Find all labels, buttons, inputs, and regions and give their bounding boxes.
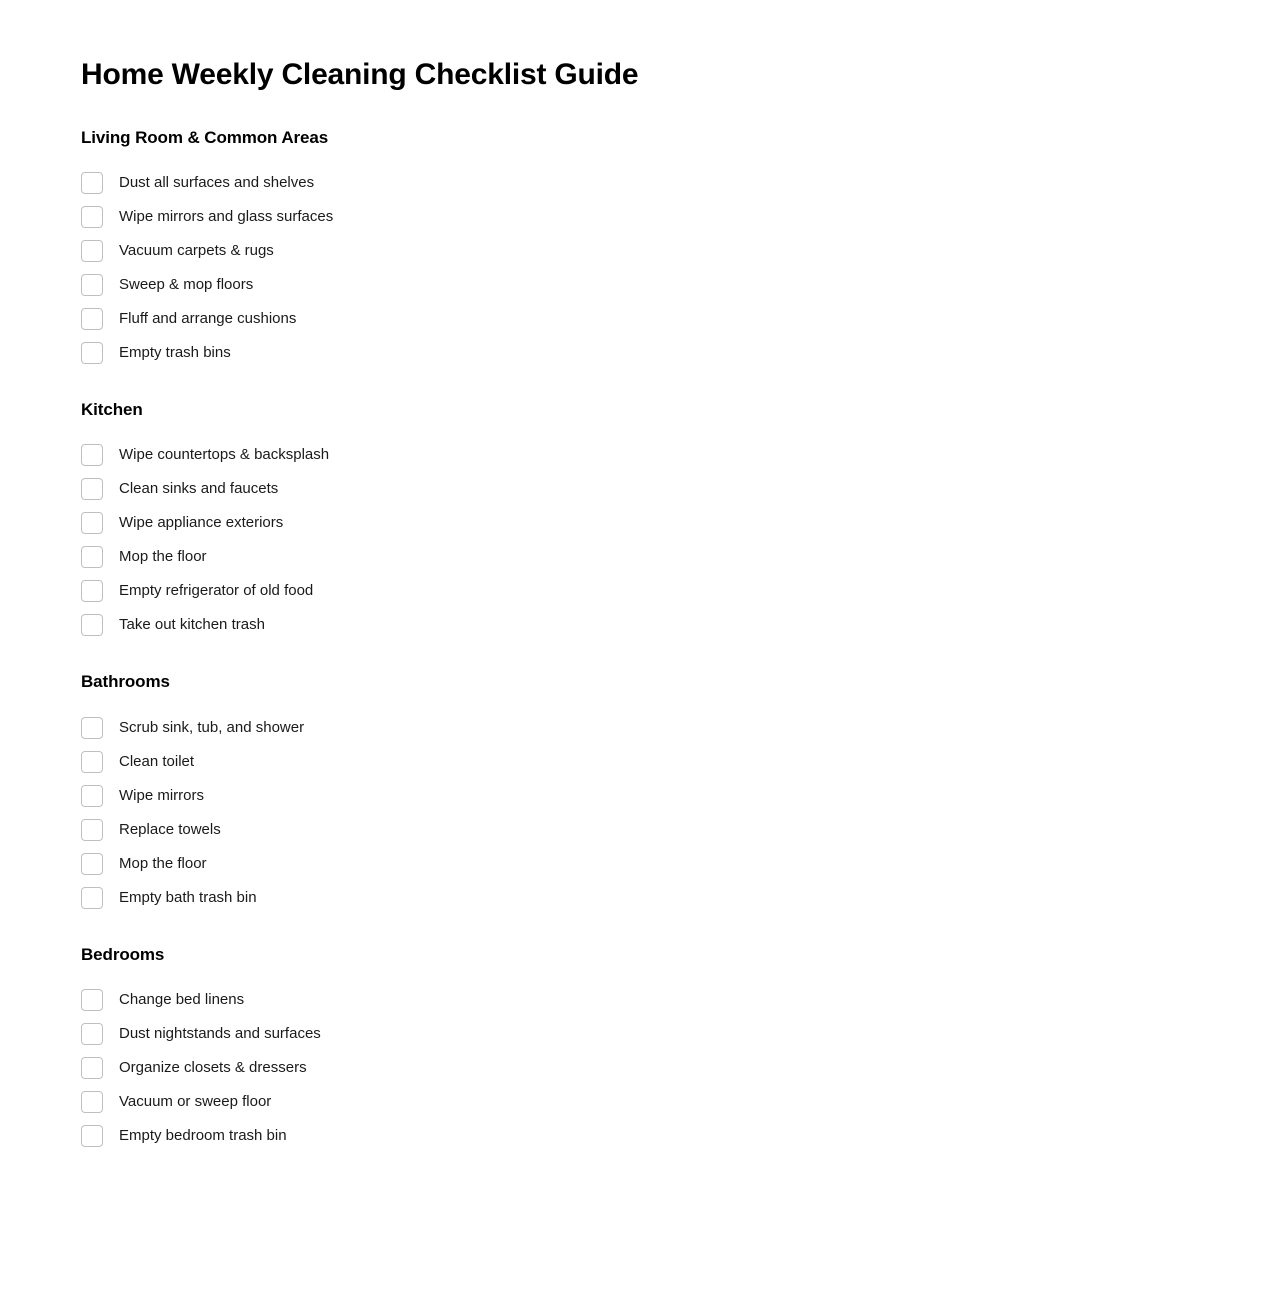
checklist-item[interactable] [81,268,1278,302]
checklist-item-label: Sweep & mop floors [119,275,254,293]
checkbox[interactable] [81,1057,103,1079]
checklist-item-label: Fluff and arrange cushions [119,309,297,327]
sections-container [81,128,1278,1154]
checklist-item[interactable] [81,540,1278,574]
checklist-section [81,672,1278,914]
checklist-item-label: Clean toilet [119,752,195,770]
checkbox[interactable] [81,206,103,228]
checkbox[interactable] [81,1023,103,1045]
checklist-item[interactable] [81,1017,1278,1051]
checklist-item-label: Wipe mirrors and glass surfaces [119,207,334,225]
checklist-item-label: Empty trash bins [119,343,231,361]
checkbox[interactable] [81,274,103,296]
checklist-item[interactable] [81,983,1278,1017]
checklist-item[interactable] [81,813,1278,847]
checklist-item-label: Vacuum or sweep floor [119,1093,272,1111]
checklist-item-label: Clean sinks and faucets [119,480,279,498]
checklist-item-label: Vacuum carpets & rugs [119,241,274,259]
checkbox[interactable] [81,1091,103,1113]
checkbox[interactable] [81,785,103,807]
page-title: Home Weekly Cleaning Checklist Guide [81,58,639,91]
checklist [81,983,1278,1153]
checklist-item[interactable] [81,506,1278,540]
checklist-item[interactable] [81,745,1278,779]
section-title: Bathrooms [81,672,170,692]
checkbox[interactable] [81,1125,103,1147]
checklist-item-label: Empty refrigerator of old food [119,582,314,600]
checklist-item[interactable] [81,1119,1278,1153]
checkbox[interactable] [81,444,103,466]
checkbox[interactable] [81,853,103,875]
checkbox[interactable] [81,546,103,568]
checklist-item-label: Replace towels [119,820,221,838]
checkbox[interactable] [81,989,103,1011]
checkbox[interactable] [81,887,103,909]
checklist-item[interactable] [81,608,1278,642]
checklist [81,438,1278,642]
checklist-section [81,945,1278,1153]
checkbox[interactable] [81,614,103,636]
checklist-item-label: Take out kitchen trash [119,616,265,634]
checklist-item[interactable] [81,1051,1278,1085]
checkbox[interactable] [81,240,103,262]
checkbox[interactable] [81,172,103,194]
section-title: Living Room & Common Areas [81,127,329,147]
checklist-item[interactable] [81,1085,1278,1119]
checklist-item[interactable] [81,166,1278,200]
checklist-item[interactable] [81,779,1278,813]
section-title: Kitchen [81,399,143,419]
checklist-section [81,400,1278,642]
checkbox[interactable] [81,717,103,739]
checklist-item[interactable] [81,847,1278,881]
checkbox[interactable] [81,512,103,534]
checkbox[interactable] [81,478,103,500]
checklist-item[interactable] [81,200,1278,234]
checklist-item[interactable] [81,574,1278,608]
checkbox[interactable] [81,580,103,602]
checkbox[interactable] [81,751,103,773]
checklist-item[interactable] [81,881,1278,915]
checklist-item[interactable] [81,711,1278,745]
checkbox[interactable] [81,819,103,841]
checkbox[interactable] [81,342,103,364]
checklist [81,166,1278,370]
checklist [81,711,1278,915]
checkbox[interactable] [81,308,103,330]
checklist-section [81,128,1278,370]
checklist-item-label: Dust all surfaces and shelves [119,173,315,191]
checklist-item[interactable] [81,336,1278,370]
checklist-item[interactable] [81,234,1278,268]
checklist-item[interactable] [81,472,1278,506]
checklist-item-label: Wipe mirrors [119,786,204,804]
checklist-item-label: Empty bath trash bin [119,888,257,906]
checklist-item[interactable] [81,302,1278,336]
section-title: Bedrooms [81,944,165,964]
checklist-item-label: Wipe countertops & backsplash [119,446,330,464]
checklist-item-label: Scrub sink, tub, and shower [119,718,305,736]
checklist-item-label: Change bed linens [119,991,245,1009]
checklist-item-label: Mop the floor [119,854,207,872]
checklist-item-label: Empty bedroom trash bin [119,1127,287,1145]
checklist-item[interactable] [81,438,1278,472]
checklist-item-label: Organize closets & dressers [119,1059,307,1077]
checklist-item-label: Wipe appliance exteriors [119,514,284,532]
checklist-item-label: Mop the floor [119,548,207,566]
checklist-item-label: Dust nightstands and surfaces [119,1025,321,1043]
